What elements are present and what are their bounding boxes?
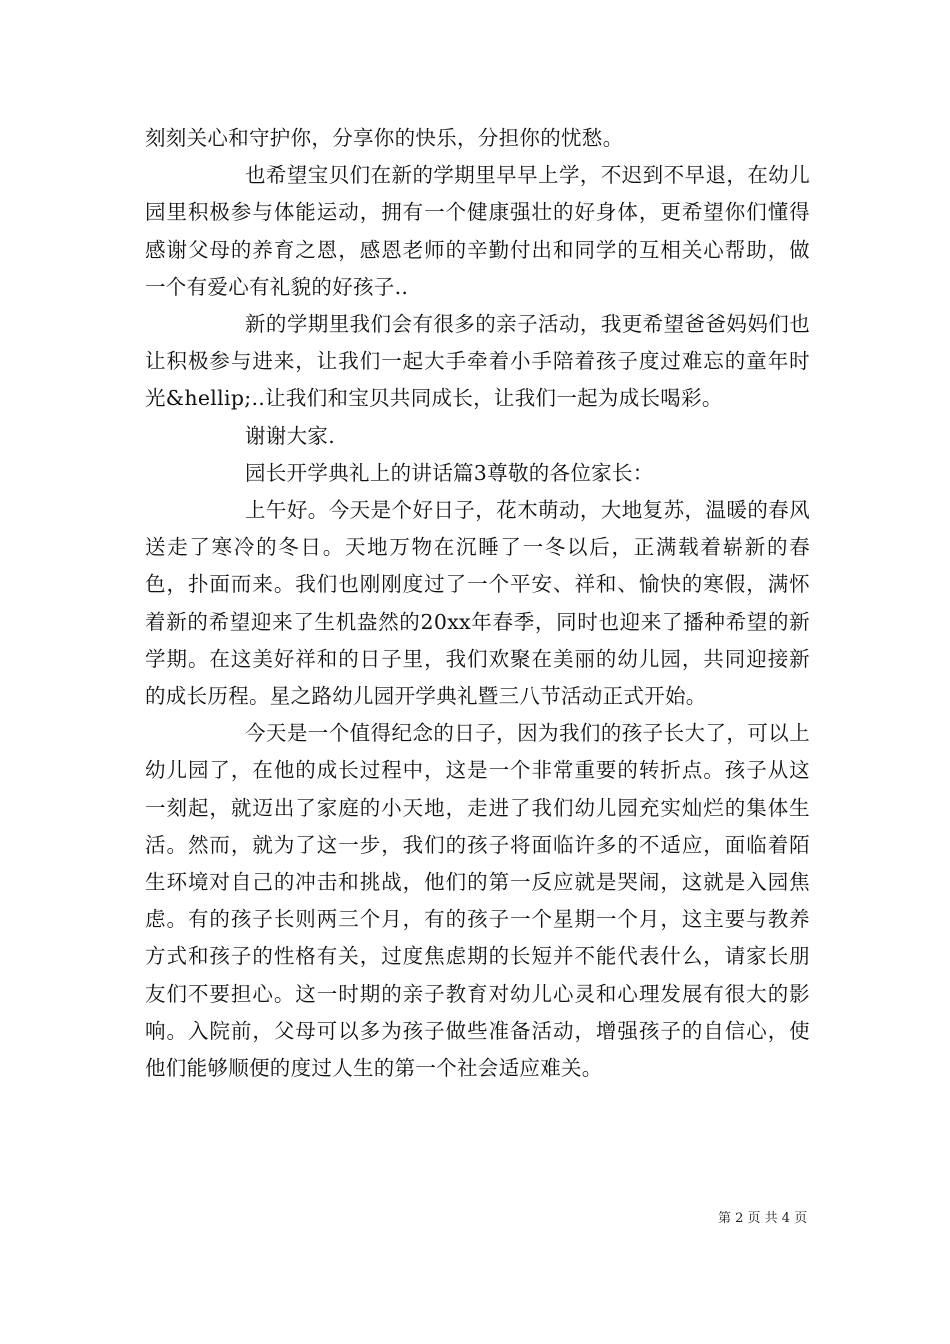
- paragraph-parent-activities: 新的学期里我们会有很多的亲子活动，我更希望爸爸妈妈们也让积极参与进来，让我们一起大手牵着小手陪着孩子度过难忘的童年时光&hellip;..让我们和宝贝共同成长，让我们一起为成长喝彩。: [145, 312, 810, 411]
- paragraph-entry-anxiety: 今天是一个值得纪念的日子，因为我们的孩子长大了，可以上幼儿园了，在他的成长过程中，这是一个非常重要的转折点。孩子从这一刻起，就迈出了家庭的小天地，走进了我们幼儿园充实灿烂的集体生活。然而，就为了这一步，我们的孩子将面临许多的不适应，面临着陌生环境对自己的冲击和挑战，他们的第一反应就是哭闹，这就是入园焦虑。有的孩子长则两三个月，有的孩子一个星期一个月，这主要与教养方式和孩子的性格有关，过度焦虑期的长短并不能代表什么，请家长朋友们不要担心。这一时期的亲子教育对幼儿心灵和心理发展有很大的影响。入院前，父母可以多为孩子做些准备活动，增强孩子的自信心，使他们能够顺便的度过人生的第一个社会适应难关。: [145, 721, 810, 1081]
- page-number-footer: 第 2 页 共 4 页: [718, 1211, 808, 1226]
- paragraph-greeting: 上午好。今天是个好日子，花木萌动，大地复苏，温暖的春风送走了寒冷的冬日。天地万物在沉睡了一冬以后，正满载着崭新的春色，扑面而来。我们也刚刚度过了一个平安、祥和、愉快的寒假，满怀着新的希望迎来了生机盎然的20xx年春季，同时也迎来了播种希望的新学期。在这美好祥和的日子里，我们欢聚在美丽的幼儿园，共同迎接新的成长历程。星之路幼儿园开学典礼暨三八节活动正式开始。: [145, 498, 810, 709]
- paragraph-wishes-children: 也希望宝贝们在新的学期里早早上学，不迟到不早退，在幼儿园里积极参与体能运动，拥有一个健康强壮的好身体，更希望你们懂得感谢父母的养育之恩，感恩老师的辛勤付出和同学的互相关心帮助，做一个有爱心有礼貌的好孩子..: [145, 163, 810, 299]
- paragraph-speech-title: 园长开学典礼上的讲话篇3尊敬的各位家长：: [245, 460, 654, 485]
- paragraph-continuation: 刻刻关心和守护你，分享你的快乐，分担你的忧愁。: [145, 126, 624, 150]
- paragraph-thanks: 谢谢大家.: [245, 423, 336, 448]
- document-body: [145, 120, 810, 1087]
